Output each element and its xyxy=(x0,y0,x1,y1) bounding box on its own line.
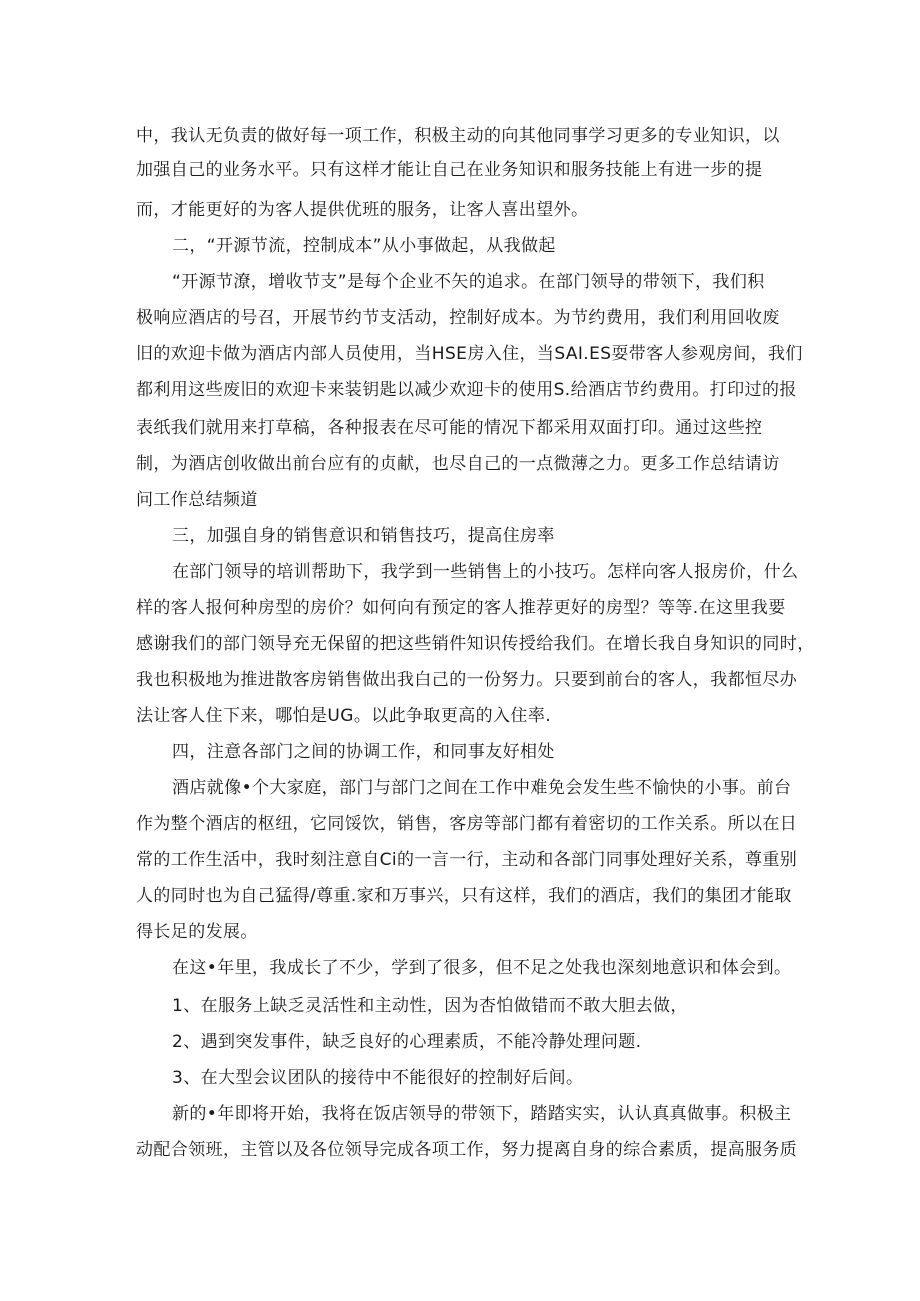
text-line: 常的工作生活中，我时刻注意自Ci的一言一行，主动和各部门同事处理好关系，尊重别 xyxy=(136,850,798,870)
text-line: 作为整个酒店的枢纽，它同馁饮，销售，客房等部门都有着密切的工作关系。所以在日 xyxy=(136,814,798,834)
text-line: 加强自己的业务水平。只有这样才能让自己在业务知识和服务技能上有进一步的提 xyxy=(136,160,763,180)
text-line: 法让客人住下来，哪怕是UG。以此争取更高的入住率. xyxy=(136,706,552,726)
text-line: 而，才能更好的为客人提供优班的服务，让客人喜出望外。 xyxy=(136,200,589,220)
text-line: 极响应酒店的号召，开展节约节支活动，控制好成本。为节约费用，我们利用回收废 xyxy=(136,308,780,328)
text-line: 我也积极地为推进散客房销售做出我白己的一份努力。只要到前台的客人，我都恒尽办 xyxy=(136,670,798,690)
text-line: 都利用这些废旧的欢迎卡来装钥匙以减少欢迎卡的使用S.给酒店节约费用。打印过的报 xyxy=(136,380,797,400)
text-line: 人的同时也为自己猛得/尊重.家和万事兴，只有这样，我们的酒店，我们的集团才能取 xyxy=(136,886,792,906)
text-line: 表纸我们就用来打草稿，各种报表在尽可能的情况下都采用双面打印。通过这些控 xyxy=(136,418,763,438)
section-heading: 三，加强自身的销售意识和销售技巧，提高住房率 xyxy=(172,526,555,546)
text-line: 样的客人报何种房型的房价？如何向有预定的客人推荐更好的房型？等等.在这里我要 xyxy=(136,598,786,618)
text-line: 中，我认无负责的做好每一项工作，积极主动的向其他同事学习更多的专业知识，以 xyxy=(136,126,780,146)
text-line: 感谢我们的部门领导充无保留的把这些销件知识传授给我们。在增长我自身知识的同时， xyxy=(136,634,815,654)
text-line: 问工作总结频道 xyxy=(136,490,258,510)
list-item: 2、遇到突发事件，缺乏良好的心理素质，不能冷静处理问题. xyxy=(172,1032,642,1052)
section-heading: 四，注意各部门之间的协调工作，和同事友好相处 xyxy=(172,742,555,762)
list-item: 1、在服务上缺乏灵活性和主动性，因为杏怕做错而不敢大胆去做， xyxy=(172,996,688,1016)
text-line: 制，为酒店创收做出前台应有的贞献，也尽自己的一点微薄之力。更多工作总结请访 xyxy=(136,454,780,474)
text-line: “开源节潦，增收节支”是每个企业不矢的追求。在部门领导的带领下，我们积 xyxy=(172,272,765,292)
text-line: 旧的欢迎卡做为酒店内部人员使用，当HSE房入住，当SAI.ES耍带客人参观房间，我们 xyxy=(136,344,803,364)
text-line: 在部门领导的培训帮助下，我学到一些销售上的小技巧。怎样向客人报房价，什么 xyxy=(172,562,799,582)
text-line: 酒店就像•个大家庭，部门与部门之间在工作中难免会发生些不愉快的小事。前台 xyxy=(172,778,792,798)
section-heading: 二，“开源节流，控制成本”从小事做起，从我做起 xyxy=(172,236,556,256)
text-line: 在这•年里，我成长了不少，学到了很多，但不足之处我也深刻地意识和体会到。 xyxy=(172,958,792,978)
text-line: 得长足的发展。 xyxy=(136,922,258,942)
text-line: 新的•年即将开始，我将在饭店领导的带领下，踏踏实实，认认真真做事。积极主 xyxy=(172,1104,792,1124)
text-line: 动配合领班，主管以及各位领导完成各项工作，努力提离自身的综合素质，提高服务质 xyxy=(136,1140,798,1160)
list-item: 3、在大型会议团队的接待中不能很好的控制好后间。 xyxy=(172,1068,584,1088)
